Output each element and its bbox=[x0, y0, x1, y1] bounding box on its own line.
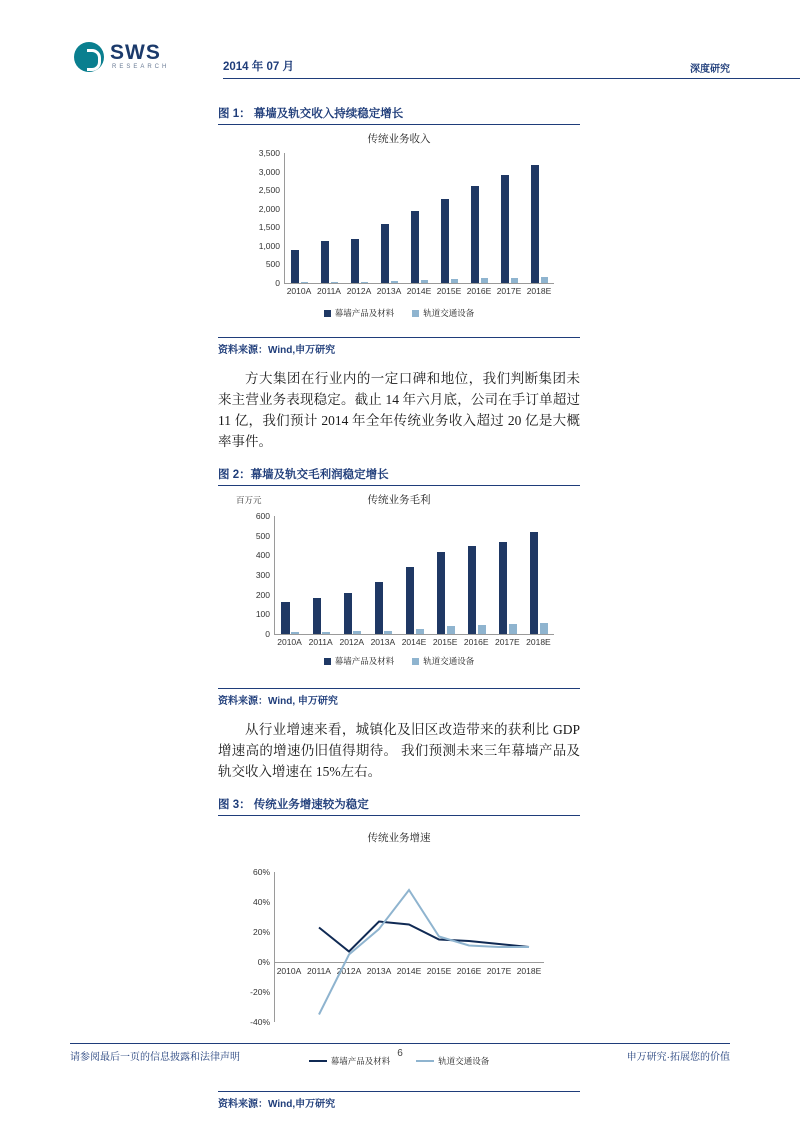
legend-swatch-icon bbox=[324, 310, 331, 317]
x-axis-tick: 2017E bbox=[486, 966, 512, 976]
y-axis-tick: 0% bbox=[257, 957, 270, 967]
bar-primary bbox=[468, 546, 476, 635]
x-axis-tick: 2013A bbox=[366, 966, 392, 976]
sws-logo bbox=[70, 36, 185, 80]
chart-2-unit-label: 百万元 bbox=[236, 495, 262, 505]
legend-label: 幕墙产品及材料 bbox=[334, 308, 395, 318]
bar-primary bbox=[291, 250, 299, 283]
chart-1-legend bbox=[218, 307, 580, 319]
figure-2-chart bbox=[218, 492, 580, 682]
y-axis-tick: 300 bbox=[255, 570, 270, 580]
chart-2-legend bbox=[218, 655, 580, 667]
x-axis-tick: 2014E bbox=[406, 286, 432, 296]
header-divider bbox=[223, 78, 800, 79]
bar-primary bbox=[499, 542, 507, 634]
legend-label: 轨道交通设备 bbox=[423, 308, 475, 318]
chart-2-plot bbox=[255, 511, 554, 647]
paragraph-1: 方大集团在行业内的一定口碑和地位，我们判断集团未来主营业务表现稳定。截止 14 年六月底，公司在手订单超过 11 亿，我们预计 2014 年全年传统业务收入超过 20 亿是大概率事件。 bbox=[218, 371, 580, 449]
x-axis-tick: 2013A bbox=[370, 637, 396, 647]
x-axis-tick: 2015E bbox=[432, 637, 458, 647]
bar-secondary bbox=[421, 280, 429, 283]
footer-disclaimer: 请参阅最后一页的信息披露和法律声明 bbox=[70, 1052, 240, 1063]
header-report-type: 深度研究 bbox=[690, 64, 730, 75]
page-content bbox=[218, 105, 580, 1110]
x-axis-tick: 2012A bbox=[346, 286, 372, 296]
x-axis-tick: 2011A bbox=[308, 637, 333, 647]
x-axis-tick: 2011A bbox=[307, 966, 331, 976]
x-axis-tick: 2012A bbox=[336, 966, 362, 976]
chart-3-title: 传统业务增速 bbox=[367, 832, 431, 844]
bar-secondary bbox=[391, 281, 399, 283]
x-axis-tick: 2015E bbox=[436, 286, 462, 296]
logo-text: SWS bbox=[110, 41, 161, 64]
bar-primary bbox=[441, 199, 449, 283]
y-axis-tick: 500 bbox=[265, 259, 280, 270]
x-axis-line bbox=[274, 634, 554, 635]
x-axis-tick: 2014E bbox=[396, 966, 422, 976]
y-axis-tick: 400 bbox=[255, 550, 270, 561]
legend-swatch-icon bbox=[324, 658, 331, 665]
bar-primary bbox=[437, 552, 445, 634]
bar-primary bbox=[531, 165, 539, 283]
y-axis-tick: 200 bbox=[255, 589, 270, 600]
y-axis-tick: 0 bbox=[265, 629, 270, 639]
footer-slogan: 申万研究·拓展您的价值 bbox=[626, 1052, 730, 1063]
chart-1-title: 传统业务收入 bbox=[367, 133, 431, 145]
bar-primary bbox=[313, 598, 321, 634]
bar-secondary bbox=[509, 624, 517, 634]
x-axis-tick: 2010A bbox=[286, 286, 312, 296]
x-axis-tick: 2012A bbox=[339, 637, 365, 647]
figure-1-chart bbox=[218, 131, 580, 331]
x-axis-tick: 2010A bbox=[277, 637, 302, 647]
x-axis-tick: 2010A bbox=[276, 966, 302, 976]
y-axis-tick: 2,500 bbox=[258, 185, 280, 196]
paragraph-2: 从行业增速来看，城镇化及旧区改造带来的获利比 GDP 增速高的增速仍旧值得期待。 我们预测未来三年幕墙产品及轨交收入增速在 15%左右。 bbox=[218, 722, 580, 779]
bar-secondary bbox=[540, 623, 548, 634]
y-axis-tick: 600 bbox=[255, 511, 270, 521]
y-axis-tick: 100 bbox=[255, 609, 270, 620]
bar-secondary bbox=[322, 632, 330, 634]
legend-label: 轨道交通设备 bbox=[438, 1056, 490, 1066]
bar-secondary bbox=[541, 277, 549, 283]
x-axis-tick: 2013A bbox=[376, 286, 402, 296]
bar-primary bbox=[501, 175, 509, 283]
x-axis-tick: 2018E bbox=[526, 286, 552, 296]
chart-1-plot bbox=[258, 148, 554, 296]
bar-primary bbox=[381, 224, 389, 283]
footer-divider bbox=[70, 1043, 730, 1044]
bar-primary bbox=[471, 186, 479, 283]
logo-subtext: RESEARCH bbox=[112, 64, 170, 70]
x-axis-tick: 2016E bbox=[466, 286, 492, 296]
bar-secondary bbox=[301, 282, 309, 283]
figure-3-chart bbox=[218, 830, 580, 1085]
bar-secondary bbox=[447, 626, 455, 634]
page-header bbox=[70, 36, 730, 84]
y-axis-tick: 40% bbox=[252, 897, 270, 907]
bar-secondary bbox=[353, 631, 361, 634]
y-axis-line bbox=[284, 153, 285, 283]
y-axis-tick: 3,500 bbox=[258, 148, 280, 158]
y-axis-line bbox=[274, 516, 275, 634]
y-axis-tick: 0 bbox=[275, 278, 280, 288]
figure-2-source: 资料来源：Wind, 申万研究 bbox=[218, 688, 580, 707]
y-axis-tick: 1,000 bbox=[258, 240, 280, 251]
legend-label: 幕墙产品及材料 bbox=[330, 1056, 391, 1066]
bar-primary bbox=[406, 567, 414, 634]
figure-3-source: 资料来源：Wind,申万研究 bbox=[218, 1091, 580, 1110]
x-axis-line bbox=[284, 283, 554, 284]
bar-primary bbox=[281, 602, 289, 634]
legend-item bbox=[324, 655, 395, 667]
y-axis-tick: 1,500 bbox=[258, 222, 280, 233]
bar-secondary bbox=[291, 632, 299, 634]
legend-line-icon bbox=[309, 1060, 327, 1063]
bar-primary bbox=[321, 241, 329, 283]
x-axis-tick: 2016E bbox=[463, 637, 489, 647]
bar-primary bbox=[375, 582, 383, 634]
bar-primary bbox=[344, 593, 352, 634]
y-axis-tick: 2,000 bbox=[258, 203, 280, 214]
bar-secondary bbox=[478, 625, 486, 634]
x-axis-tick: 2017E bbox=[495, 637, 520, 647]
x-axis-tick: 2014E bbox=[401, 637, 427, 647]
y-axis-tick: 20% bbox=[252, 927, 270, 937]
y-axis-tick: 60% bbox=[252, 867, 270, 877]
y-axis-tick: -40% bbox=[250, 1017, 270, 1027]
figure-1-caption: 图 1： 幕墙及轨交收入持续稳定增长 bbox=[218, 105, 580, 125]
figure-2-caption: 图 2：幕墙及轨交毛利润稳定增长 bbox=[218, 466, 580, 486]
x-axis-tick: 2011A bbox=[317, 286, 341, 296]
legend-label: 幕墙产品及材料 bbox=[334, 656, 395, 666]
chart-2-title: 传统业务毛利 bbox=[367, 494, 431, 506]
figure-1-source: 资料来源：Wind,申万研究 bbox=[218, 337, 580, 356]
bar-primary bbox=[411, 211, 419, 283]
legend-item bbox=[324, 307, 395, 319]
bar-secondary bbox=[511, 278, 519, 283]
logo-mark-icon bbox=[74, 42, 104, 72]
chart-3-plot bbox=[250, 867, 544, 1027]
x-axis-tick: 2017E bbox=[496, 286, 522, 296]
legend-item bbox=[412, 655, 474, 667]
footer-page-number: 6 bbox=[397, 1048, 403, 1059]
legend-line-icon bbox=[416, 1060, 434, 1063]
x-axis-tick: 2018E bbox=[526, 637, 551, 647]
bar-secondary bbox=[384, 631, 392, 634]
x-axis-tick: 2015E bbox=[426, 966, 452, 976]
y-axis-tick: -20% bbox=[250, 987, 270, 997]
legend-label: 轨道交通设备 bbox=[423, 656, 475, 666]
legend-swatch-icon bbox=[412, 310, 419, 317]
header-date: 2014 年 07 月 bbox=[223, 61, 294, 73]
y-axis-tick: 3,000 bbox=[258, 166, 280, 177]
legend-item bbox=[412, 307, 474, 319]
line-series-group bbox=[274, 872, 544, 1022]
bar-primary bbox=[530, 532, 538, 634]
bar-secondary bbox=[331, 282, 339, 283]
x-axis-tick: 2018E bbox=[516, 966, 542, 976]
bar-secondary bbox=[481, 278, 489, 283]
x-axis-tick: 2016E bbox=[456, 966, 482, 976]
figure-3-caption: 图 3： 传统业务增速较为稳定 bbox=[218, 796, 580, 816]
bar-secondary bbox=[416, 629, 424, 635]
bar-primary bbox=[351, 239, 359, 283]
bar-secondary bbox=[361, 282, 369, 283]
y-axis-tick: 500 bbox=[255, 530, 270, 541]
legend-swatch-icon bbox=[412, 658, 419, 665]
bar-secondary bbox=[451, 279, 459, 283]
